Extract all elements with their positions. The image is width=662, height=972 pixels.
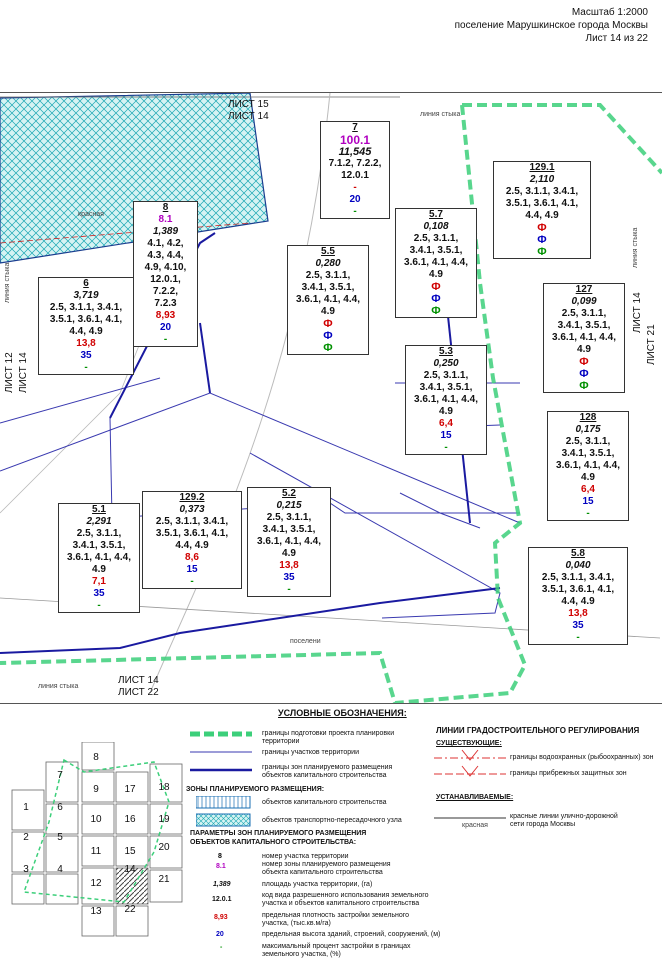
- use-code: 4.9: [581, 472, 595, 483]
- use-code: 4.9, 4.10,: [144, 262, 187, 273]
- phi-marker: Ф: [579, 368, 589, 380]
- use-code: 2.5, 3.1.1,: [413, 233, 459, 244]
- use-code: 4.9: [321, 306, 335, 317]
- use-code: 2.5, 3.1.1,: [305, 270, 351, 281]
- percent: -: [163, 334, 168, 345]
- use-code: 4.4, 4.9: [175, 540, 209, 551]
- parcel-8[interactable]: [133, 201, 198, 347]
- parcel-number: 129.1: [529, 162, 555, 173]
- use-code: 3.6.1, 4.1, 4.4,: [404, 257, 468, 268]
- use-code: 4.4, 4.9: [69, 326, 103, 337]
- zone-number: 8.1: [158, 214, 173, 225]
- parcel-area: 0,175: [575, 424, 601, 435]
- sheet-index-22: 22: [124, 904, 136, 915]
- parcel-number: 127: [575, 284, 593, 295]
- parcel-area: 0,373: [179, 504, 205, 515]
- use-code: 2.5, 3.1.1, 3.4.1,: [155, 516, 229, 527]
- param-desc-density: предельная плотность застройки земельного участка, (тыс.кв.м/га): [262, 912, 410, 927]
- use-code: 4.9: [92, 564, 106, 575]
- parcel-5-2[interactable]: [247, 487, 331, 597]
- parcel-area: 0,099: [571, 296, 597, 307]
- parcel-number: 7: [352, 122, 358, 133]
- sheet-index-5: 5: [57, 832, 63, 843]
- legend-existing: СУЩЕСТВУЮЩИЕ:: [436, 740, 502, 747]
- use-code: 4.9: [429, 269, 443, 280]
- use-code: 7.1.2, 7.2.2,: [328, 158, 382, 169]
- parcel-area: 0,040: [565, 560, 591, 571]
- legend-reg-title: ЛИНИИ ГРАДОСТРОИТЕЛЬНОГО РЕГУЛИРОВАНИЯ: [436, 726, 640, 735]
- sheet-index-1: 1: [23, 802, 29, 813]
- percent: -: [353, 206, 357, 217]
- sheet-index-11: 11: [90, 846, 102, 857]
- param-sample-zone-number: 8.1: [216, 863, 226, 870]
- use-code: 4.9: [577, 344, 591, 355]
- legend-zones-title: ЗОНЫ ПЛАНИРУЕМОГО РАЗМЕЩЕНИЯ:: [186, 786, 325, 793]
- density: 13,8: [568, 608, 588, 619]
- phi-marker: Ф: [431, 293, 441, 305]
- parcel-area: 0,250: [433, 358, 459, 369]
- parcel-area: 3,719: [73, 290, 99, 301]
- sheet-index-6: 6: [57, 802, 63, 813]
- percent: -: [444, 442, 448, 453]
- parcel-area: 0,215: [276, 500, 302, 511]
- sheet-label-left-b: ЛИСТ 14: [18, 352, 29, 393]
- use-code: 2.5, 3.1.1,: [266, 512, 312, 523]
- use-code: 2.5, 3.1.1,: [561, 308, 607, 319]
- match-line-bottom: линия стыка: [38, 683, 79, 690]
- parcel-area: 0,108: [423, 221, 449, 232]
- density: 13,8: [279, 560, 299, 571]
- sheet-index-19: 19: [158, 814, 170, 825]
- sheet-index-17: 17: [124, 784, 136, 795]
- use-code: 2.5, 3.1.1, 3.4.1,: [49, 302, 123, 313]
- use-code: 3.5.1, 3.6.1, 4.1,: [49, 314, 123, 325]
- legend-established: УСТАНАВЛИВАЕМЫЕ:: [436, 794, 514, 801]
- legend-parcel-border: границы участков территории: [262, 749, 359, 756]
- use-code: 2.5, 3.1.1, 3.4.1,: [541, 572, 615, 583]
- phi-marker: Ф: [323, 330, 333, 342]
- sheet-label: Лист 14 из 22: [585, 33, 648, 44]
- place-label: поселение Марушкинское города Москвы: [454, 20, 648, 31]
- use-code: 3.4.1, 3.5.1,: [419, 382, 473, 393]
- sheet-index-14: 14: [124, 864, 136, 875]
- use-code: 4.4, 4.9: [525, 210, 559, 221]
- sheet-index-20: 20: [158, 842, 170, 853]
- legend-zone-capital: объектов капитального строительства: [262, 799, 387, 806]
- sheet-index-8: 8: [93, 752, 99, 763]
- sheet-label-left-a: ЛИСТ 12: [4, 352, 15, 393]
- phi-marker: Ф: [431, 305, 441, 317]
- legend-params-title-2: ОБЪЕКТОВ КАПИТАЛЬНОГО СТРОИТЕЛЬСТВА:: [190, 839, 357, 846]
- height: 35: [572, 620, 584, 631]
- legend-project-border: границы подготовки проекта планировки территории: [262, 730, 395, 745]
- param-sample-density: 8,93: [214, 914, 228, 921]
- sheet-label-right-a: ЛИСТ 14: [632, 292, 643, 333]
- parcel-area: 0,280: [315, 258, 341, 269]
- use-code: 3.6.1, 4.1, 4.4,: [552, 332, 616, 343]
- phi-marker: Ф: [579, 356, 589, 368]
- sheet-index-18: 18: [158, 782, 170, 793]
- parcel-127[interactable]: [543, 283, 625, 393]
- zone-border: [200, 323, 210, 393]
- map-area[interactable]: [0, 92, 662, 704]
- parcel-128[interactable]: [547, 411, 629, 521]
- legend-red-line-sample: красная: [462, 822, 488, 829]
- parcel-number: 5.3: [439, 346, 453, 357]
- percent: -: [84, 362, 88, 373]
- param-sample-height: 20: [216, 931, 224, 938]
- sheet-index-9: 9: [93, 784, 99, 795]
- use-code: 4.9: [439, 406, 453, 417]
- param-desc-parcel-number: номер участка территории: [262, 853, 349, 860]
- param-sample-percent: -: [220, 944, 223, 951]
- use-code: 3.4.1, 3.5.1,: [301, 282, 355, 293]
- phi-marker: Ф: [537, 246, 547, 258]
- density: 6,4: [581, 484, 595, 495]
- legend-zone-border: границы зон планируемого размещения объектов капитального строительства: [262, 764, 393, 779]
- use-code: 2.5, 3.1.1,: [76, 528, 122, 539]
- sheet-index-map: [4, 742, 184, 972]
- height: 20: [349, 194, 361, 205]
- height: 15: [582, 496, 594, 507]
- sheet-index-10: 10: [90, 814, 102, 825]
- height: 20: [159, 322, 172, 333]
- height: 15: [440, 430, 452, 441]
- param-desc-percent: максимальный процент застройки в границах земельного участка, (%): [262, 943, 411, 958]
- param-desc-use-code: код вида разрешенного использования земельного участка и объектов капитального строительства: [262, 892, 429, 907]
- height: 15: [186, 564, 198, 575]
- match-line-top: линия стыка: [420, 111, 461, 118]
- sheet-label-top-b: ЛИСТ 14: [228, 111, 269, 122]
- phi-marker: Ф: [537, 234, 547, 246]
- legend-red-lines: красные линии улично-дорожной сети города Москвы: [510, 813, 618, 828]
- phi-marker: Ф: [579, 380, 589, 392]
- percent: -: [190, 576, 194, 587]
- density: 6,4: [439, 418, 453, 429]
- legend-zone-transport: объектов транспортно-пересадочного узла: [262, 817, 402, 824]
- match-line-right: линия стыка: [632, 227, 639, 268]
- parcel-area: 1,389: [152, 226, 179, 237]
- sheet-index-15: 15: [124, 846, 136, 857]
- use-code: 4.3, 4.4,: [147, 250, 184, 261]
- use-code: 12.0.1,: [150, 274, 181, 285]
- parcel-5-5[interactable]: [287, 245, 369, 355]
- use-code: 3.6.1, 4.1, 4.4,: [67, 552, 131, 563]
- percent: -: [576, 632, 580, 643]
- sheet-label-right-b: ЛИСТ 21: [646, 324, 657, 365]
- scale-label: Масштаб 1:2000: [571, 7, 648, 18]
- use-code: 2.5, 3.1.1,: [565, 436, 611, 447]
- parcel-5-8[interactable]: [528, 547, 628, 645]
- legend-line-symbols: [186, 726, 266, 806]
- use-code: 3.6.1, 4.1, 4.4,: [414, 394, 478, 405]
- parcel-area: 11,545: [338, 146, 372, 158]
- use-code: 3.6.1, 4.1, 4.4,: [556, 460, 620, 471]
- sheet-index-13: 13: [90, 906, 102, 917]
- parcel-area: 2,110: [529, 174, 555, 185]
- use-code: 3.6.1, 4.1, 4.4,: [257, 536, 321, 547]
- use-code: 4.4, 4.9: [561, 596, 595, 607]
- parcel-number: 129.2: [179, 492, 205, 503]
- legend-title: УСЛОВНЫЕ ОБОЗНАЧЕНИЯ:: [278, 708, 407, 718]
- parcel-number: 5.1: [92, 504, 106, 515]
- density: -: [353, 182, 357, 193]
- density: 7,1: [92, 576, 106, 587]
- param-desc-zone-number: номер зоны планируемого размещения объекта капитального строительства: [262, 861, 391, 876]
- use-code: 3.4.1, 3.5.1,: [262, 524, 316, 535]
- height: 35: [283, 572, 295, 583]
- use-code: 3.5.1, 3.6.1, 4.1,: [155, 528, 229, 539]
- sheet-index-4: 4: [57, 864, 63, 875]
- phi-marker: Ф: [323, 318, 333, 330]
- parcel-number: 8: [162, 202, 169, 213]
- legend-water-symbols: [430, 748, 510, 784]
- settlement-label: поселени: [290, 638, 321, 645]
- parcel-number: 5.7: [429, 209, 443, 220]
- use-code: 7.2.2,: [152, 286, 179, 297]
- zone-number: 100.1: [339, 133, 371, 147]
- phi-marker: Ф: [537, 222, 547, 234]
- sheet-label-bottom-a: ЛИСТ 14: [118, 675, 159, 686]
- sheet-index-2: 2: [23, 832, 29, 843]
- use-code: 4.1, 4.2,: [147, 238, 184, 249]
- legend-coastal-border: границы прибрежных защитных зон: [510, 770, 627, 777]
- parcel-129-1[interactable]: [493, 161, 591, 259]
- sheet-index-12: 12: [90, 878, 102, 889]
- red-line-label: красная: [78, 211, 104, 218]
- param-sample-use-code: 12.0.1: [212, 896, 232, 903]
- param-desc-height: предельная высота зданий, строений, сооружений, (м): [262, 931, 441, 938]
- use-code: 3.6.1, 4.1, 4.4,: [296, 294, 360, 305]
- match-line-left: линия стыка: [4, 262, 11, 303]
- sheet-index-16: 16: [124, 814, 136, 825]
- use-code: 4.9: [282, 548, 296, 559]
- parcel-7[interactable]: [320, 121, 390, 219]
- legend-water-border: границы водоохранных (рыбоохранных) зон: [510, 754, 654, 761]
- param-sample-parcel-number: 8: [218, 853, 222, 860]
- phi-marker: Ф: [323, 342, 333, 354]
- param-desc-area: площадь участка территории, (га): [262, 881, 373, 888]
- parcel-5-1[interactable]: [58, 503, 140, 613]
- percent: -: [586, 508, 590, 519]
- percent: -: [97, 600, 101, 611]
- parcel-5-3[interactable]: [405, 345, 487, 455]
- use-code: 7.2.3: [154, 298, 177, 309]
- parcel-number: 6: [83, 278, 89, 289]
- parcel-area: 2,291: [86, 516, 112, 527]
- sheet-label-top-a: ЛИСТ 15: [228, 99, 269, 110]
- parcel-number: 5.5: [321, 246, 335, 257]
- use-code: 3.5.1, 3.6.1, 4.1,: [541, 584, 615, 595]
- param-sample-area: 1,389: [213, 881, 231, 888]
- parcel-6[interactable]: [38, 277, 134, 375]
- parcel-5-7[interactable]: [395, 208, 477, 318]
- legend-params-title-1: ПАРАМЕТРЫ ЗОН ПЛАНИРУЕМОГО РАЗМЕЩЕНИЯ: [190, 830, 367, 837]
- use-code: 3.4.1, 3.5.1,: [72, 540, 126, 551]
- height: 35: [80, 350, 92, 361]
- use-code: 3.4.1, 3.5.1,: [409, 245, 463, 256]
- density: 8,93: [155, 310, 176, 321]
- parcel-number: 5.2: [282, 488, 296, 499]
- parcel-number: 128: [579, 412, 597, 423]
- percent: -: [287, 584, 291, 595]
- use-code: 3.5.1, 3.6.1, 4.1,: [505, 198, 579, 209]
- height: 35: [93, 588, 105, 599]
- use-code: 3.4.1, 3.5.1,: [561, 448, 615, 459]
- sheet-index-3: 3: [23, 864, 29, 875]
- use-code: 3.4.1, 3.5.1,: [557, 320, 611, 331]
- parcel-number: 5.8: [571, 548, 585, 559]
- parcel-129-2[interactable]: [142, 491, 242, 589]
- use-code: 12.0.1: [341, 170, 369, 181]
- phi-marker: Ф: [431, 281, 441, 293]
- sheet-index-7: 7: [57, 770, 63, 781]
- map-header: [455, 6, 648, 45]
- sheet-label-bottom-b: ЛИСТ 22: [118, 687, 159, 698]
- use-code: 2.5, 3.1.1, 3.4.1,: [505, 186, 579, 197]
- legend: [0, 702, 662, 963]
- density: 8,6: [185, 552, 199, 563]
- sheet-index-21: 21: [158, 874, 170, 885]
- density: 13,8: [76, 338, 96, 349]
- use-code: 2.5, 3.1.1,: [423, 370, 469, 381]
